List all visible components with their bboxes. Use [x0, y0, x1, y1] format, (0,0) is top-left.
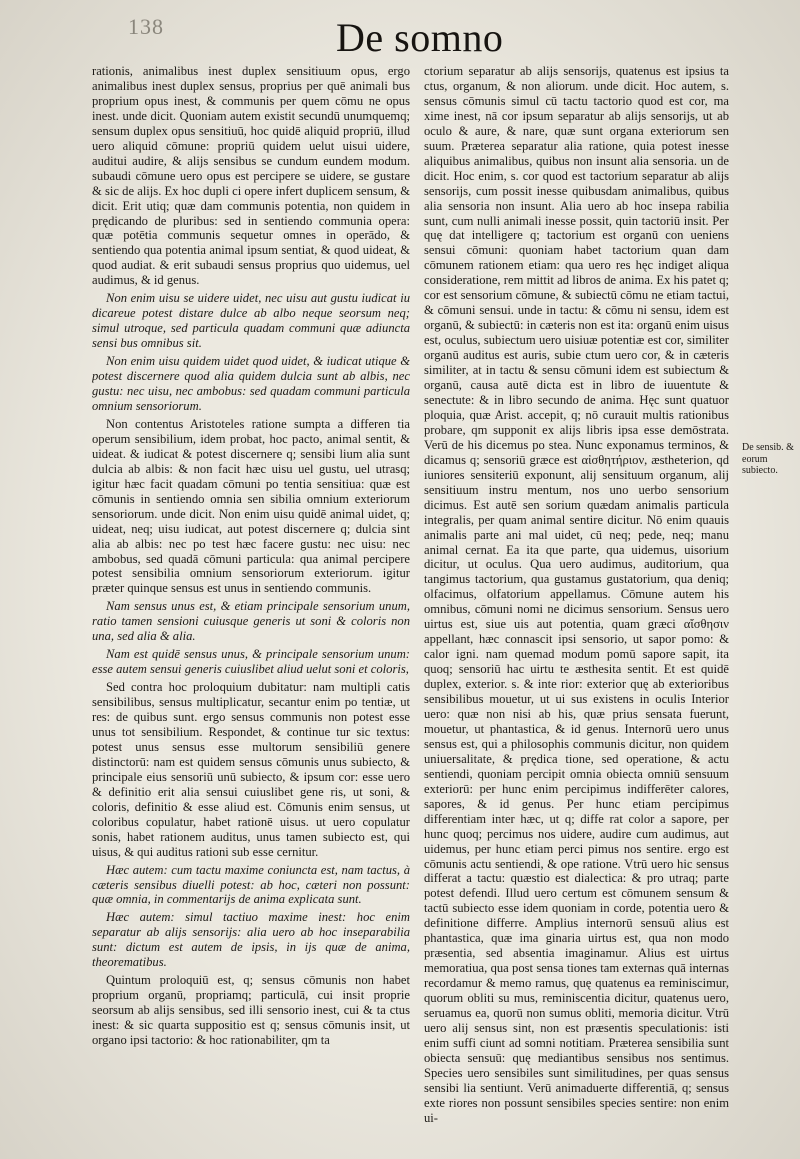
quoted-lemma: Non enim uisu quidem uidet quod uidet, & iudicat utique & potest discernere quod alia quidem dulcia sunt ab albis, nec gustu: nec uisu, nec ambobus: sed quadam communi particula omnium sensoriorum. — [92, 354, 410, 413]
paragraph: Sed contra hoc proloquium dubitatur: nam multipli catis sensibilibus, sensus multiplicatur, secantur enim po tentiæ, ut res: de quibus sunt. ergo sensus communis non potest esse unus tot sensibilium. Respondet, & continue tur sic textus: potest unus sensus esse multorum sensibiliū genere distinctorū: nam est quidem sensus cōmunis unus subiecto, & principale eius sensoriū unū subiecto, & ipsum cor: esse uero & definitio erit alia sensui cuiuslibet gene ris, ut soni, & coloris, definitio & esse aliud est. Cōmunis enim sensus, ut coloribus copulatur, habet rationē uisus. ut uero copulatur sonis, habet rationem auditus, unus tamen subiecto est, qui uisus, & qui auditus rationi sub esse cernitur. — [92, 680, 410, 859]
page-number: 138 — [128, 14, 164, 39]
paragraph: Non contentus Aristoteles ratione sumpta a differen tia operum sensibilium, idem probat, hoc pacto, animal sentit, & uideat. & iudicat & potest discernere q; sensibi lium alia sunt dulcia ab albis: & non facit hæc uisu uel gustu, uel utrasq; igitur hæc facit quadam cōmuni po tentia sensitiua: quæ est cōmunis in sentiendo omnia sen sibilia omnium exteriorum sensoriorum. unde dicit. Non enim uisu quidē animal uidet, q; uideat, neq; uisu iudicat, aut potest discernere q; dulcia sint alia ab albis: nec po test hæc facere gustu: nec uisu: nec ambobus, sed quadā cōmuni particula: qua animal percipere potest sensibilia omnium sensoriorum exteriorum. igitur præter quinque sensus est unus in sentiendo communis. — [92, 416, 410, 596]
right-text-column — [424, 64, 729, 1126]
quoted-lemma: Nam sensus unus est, & etiam principale sensorium unum, ratio tamen sensioni cuiusque generis ut soni & coloris non una, sed alia & alia. — [92, 599, 410, 644]
quoted-lemma: Nam est quidē sensus unus, & principale sensorium unum: esse autem sensui generis cuiuslibet aliud uelut soni et coloris, — [92, 647, 410, 677]
paragraph: ctorium separatur ab alijs sensorijs, quatenus est ipsius ta ctus, organum, & non aliorum. unde dicit. Hoc autem, s. sensus cōmunis simul cū tactu tactorio quod est cor, ma xime inest, nā cor ipsum separatur ab alijs sensorijs, ut ab oculo & aure, & nare, quæ sunt organa exteriorum sen suum. Præterea separatur alia ratione, quia potest inesse aliquibus animalibus, quibus non insunt alia sensoria. un de dicit. Hoc enim, s. cor quod est tactorium separatur ab alijs sensorijs, cum possit inesse quibusdam animalibus, quibus alia sensoria non insunt. Alia uero ab hoc insepa rabilia sunt, cum nulli animali inesse possit, quin tactoriū insit. Per quę dat intelligere q; tactorium est organū con ueniens sensui cōmuni: quoniam habet tactorium quan dam cōmunem rationem etiam: qua uero res hęc indiget aliqua consideratione, rem mittit ad libros de anima. Ex his patet q; cor est sensorium cōmune, & subiectū cōmu ne etiam tactui, & cōmuni sensui. unde in tactu: & cōmu ni sensu, idem est organū, & subiectū: in cæteris non est ita: organū enim uisus est, oculus, subiectum uero uisiuæ potentiæ est cor, similiter organū auditus est auris, subie ctum uero cor, & in cæteris similiter, at in tactu & sensu cōmuni idem est subiectum & organū, causa autē dicta est in libro de iuuentute & senectute: & in libro secundo de anima. Hęc sunt quatuor ploquia, quæ Arist. accepit, q; nō curauit multis rationibus probare, qm supponit ex alijs libris ipsa esse demōstrata. Verū de his dicemus po stea. Nunc exponamus terminos, & dicamus q; sensoriū græce est αἰσθητήριον, æstheterion, qd iuniores sensiteriū exponunt, alij sensituum organum, alij sensitiuum instru mentum, nos uno uerbo sensorium dicimus. Est autē sen sorium quædam animalis particula integralis, per quam animal sentire dicitur. Nō enim quauis animalis parte ani mal uidet, cū neq; pede, neq; manu animal cernat. Ea ita que parte, qua uidemus, uisorium dicitur, ut oculus. Qua uero audimus, auditorium, qua tangimus tactorium, qua gustamus gustatorium, qua deniq; olfacimus, olfatorium appellamus. Cōmune autem his omnibus, cōmuni nomi ne dicimus sensorium. Sensus uero uirtus est, siue uis aut potentia, quam græci αἴσθησιν appellant, hæc connascit ipsi sensorio, ut sapor pomo: & calor igni. nam quemad modum pomū sapore sapit, ita quoq; sensoriū hac uirtu te æsthesita sentit. Et est quidē duplex, exterior. s. & inte rior: exterior quę ab exterioribus sensibilibus mouetur, ut ui sus existens in oculis Interior uero: quæ non nisi ab his, quæ prius sensata fuerunt, mouetur, ut phantastica, & id genus. Internorū uero unus sensus est, qui a philosophis communis dicitur, non quidem uniuersalitate, & prędica tione, sed operatione, & actu sentiendi, quoniam percipit omnia obiecta omniū sensuum exteriorū: per hunc enim percipimus indifferēter calores, sapores, & id genus. Per hunc etiam percipimus differentiam inter hæc, ut q; diffe rat color a sapore, per hunc quoq; percimus nos uidere, audire cum audimus, aut uidemus, per hunc etiam perci pimus nos sentire. ergo est cōmunis actu sentiendi, & ope ratione. Vtrū uero hic sensus differat a tactu: quæstio est dialectica: & pro utraq; parte potest defendi. Illud uero certum est cōmunem sensum & tactū subiecto esse idem quoniam in corde, potentia uero & definitione differre. Amplius internorū sensuū alius est phantastica, quæ ima ginaria uirtus est, qua non modo præsentia, sed absentia imaginamur. Alius est uirtus memoratiua, qua post sensa tiones tam externas quā internas recordamur & memo ramus, quę quatenus ea reminiscimur, quorum obliti su mus, reminiscentia dicitur, quatenus uero, seruamus ea, quorū non sumus obliti, memoria dicitur. Vtrū uero alij sensus sint, non est præsentis speculationis: isti enim suffi ciunt ad somni notitiam. Præterea sensibilia sunt obiecta sensuū: quę mediantibus sensibus nos sentimus. Species uero sensibiles sunt similitudines, per quas sensus sensibi lia sentiunt. Verū animaduerte differentiā, q; sensus exte riores non possunt sensibiles species sentire: non enim ui- — [424, 64, 729, 1125]
running-head-title: De somno — [336, 15, 504, 60]
marginal-note: De sensib. & eorum subiecto. — [742, 442, 794, 476]
quoted-lemma: Hæc autem: cum tactu maxime coniuncta est, nam tactus, à cæteris sensibus diuelli potest: ab hoc, cæteri non possunt: quæ omnia, in commentarijs de anima explicata sunt. — [92, 862, 410, 907]
quoted-lemma: Non enim uisu se uidere uidet, nec uisu aut gustu iudicat iu dicareue potest distare dulce ab albo neque seorsum neq; simul utroque, sed particula quadam communi quæ adiuncta sensi bus omnibus sit. — [92, 291, 410, 351]
paragraph: rationis, animalibus inest duplex sensitiuum opus, ergo animalibus inest duplex sensus, proprius per quē animali bus proprium opus inest, & communis per quem cōmu ne opus inest. unde dicit. Quoniam autem existit secundū unumquemq; sensum duplex opus sensitiuū, hoc quidē aliquid propriū, illud uero aliquid cōmune: propriū quidem uelut uisui uidere, auditui audire, & alijs sensibus se cundum eundem modum. subaudi cōmune uero opus est percipere se uidere, se gustare & sic de alijs. Ex hoc dupli ci opere infert duplicem sensum, & dicit. Erit utiq; quæ dam communis potentia, non quidem in prędicando de pluribus: sed in sentiendo communia opera: quæ potētia communis sequetur omnes in operādo, & sentiendo qua potentia animal ipsum sentiat, & quod uideat, & quod audiat. & erit subaudi sensus proprius quo uidemus, uel audimus, & id genus. — [92, 64, 410, 288]
left-text-column — [92, 64, 410, 1126]
quoted-lemma: Hæc autem: simul tactiuo maxime inest: hoc enim separatur ab alijs sensorijs: alia uero ab hoc inseparabilia sunt: dictum est autem de ipsis, in ijs quæ de anima, theorematibus. — [92, 910, 410, 970]
paragraph: Quintum proloquiū est, q; sensus cōmunis non habet proprium organū, propriamq; particulā, cui insit proprie seorsum ab alijs sensibus, sed illi sensorio inest, cui & ta ctus inest: & sic quarta suppositio est q; sensus cōmunis insit, ut organo ipsi tactorio: & hoc rationabiliter, qm ta — [92, 973, 410, 1048]
